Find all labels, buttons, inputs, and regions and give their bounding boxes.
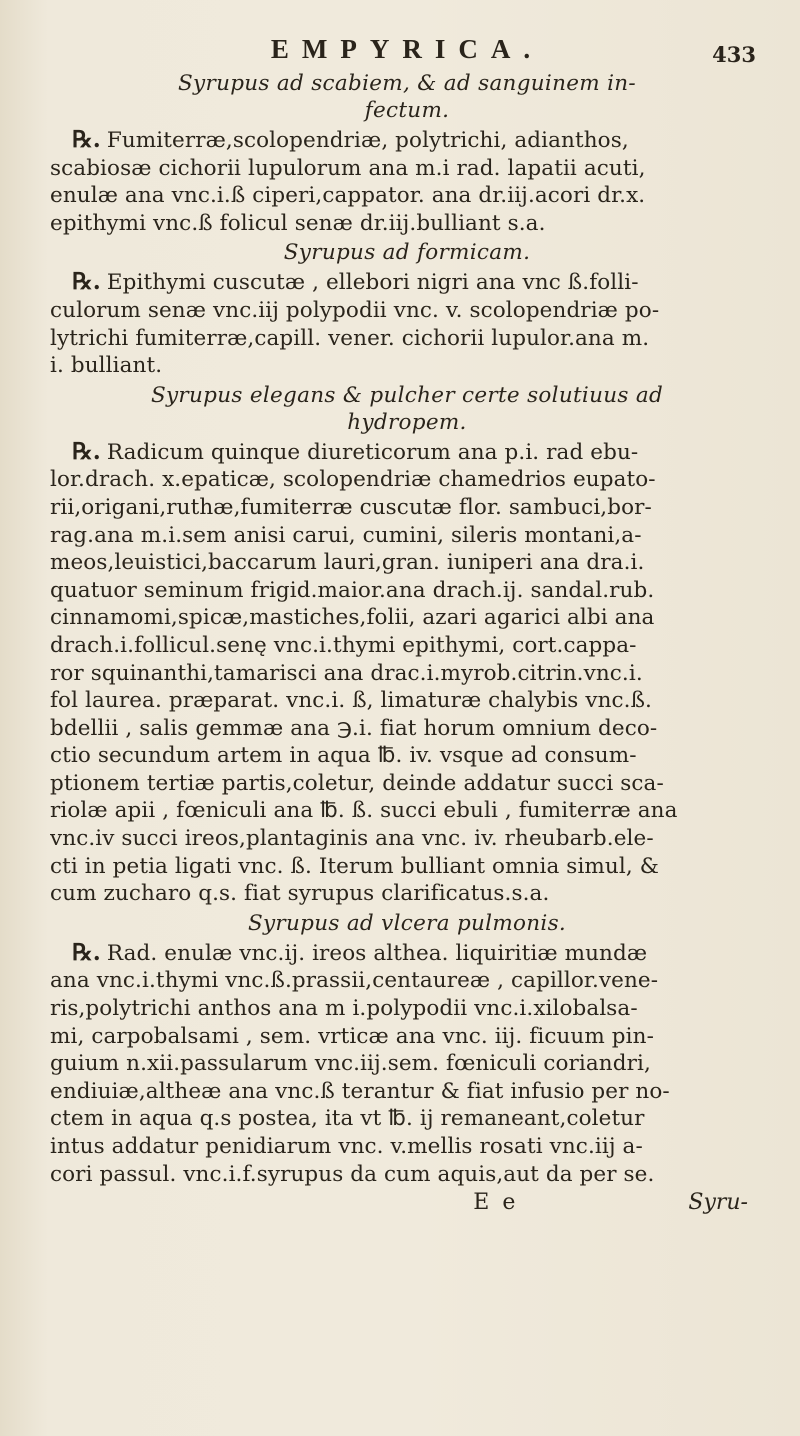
text-line bbox=[50, 1105, 764, 1133]
line-text: cinnamomi,spicæ,mastiches,folii, azari agarici albi ana bbox=[50, 605, 655, 631]
text-line bbox=[50, 853, 764, 881]
text-line bbox=[50, 182, 764, 210]
text-line bbox=[50, 1023, 764, 1051]
text-line bbox=[50, 742, 764, 770]
line-text: epithymi vnc.ß folicul senæ dr.iij.bulliant s.a. bbox=[50, 210, 546, 236]
line-text: cum zucharo q.s. fiat syrupus clarificatus.s.a. bbox=[50, 881, 550, 907]
line-text: ror squinanthi,tamarisci ana drac.i.myrob.citrin.vnc.i. bbox=[50, 660, 643, 686]
text-line bbox=[50, 352, 764, 380]
text-line bbox=[50, 604, 764, 632]
line-text: riolæ apii , fœniculi ana ℔. ß. succi ebuli , fumiterræ ana bbox=[50, 798, 678, 824]
text-line bbox=[50, 1161, 764, 1189]
line-text: guium n.xii.passularum vnc.iij.sem. fœniculi coriandri, bbox=[50, 1051, 651, 1077]
line-text: ris,polytrichi anthos ana m i.polypodii vnc.i.xilobalsa- bbox=[50, 996, 638, 1022]
line-text: fol laurea. præparat. vnc.i. ß, limaturæ chalybis vnc.ß. bbox=[50, 688, 652, 714]
text-line bbox=[50, 494, 764, 522]
text-line bbox=[50, 715, 764, 743]
heading-line: Syrupus ad scabiem, & ad sanguinem in- bbox=[178, 71, 636, 96]
recipe-symbol: ℞. bbox=[72, 268, 101, 296]
page-content bbox=[50, 70, 764, 1188]
text-line bbox=[50, 1050, 764, 1078]
line-text: Rad. enulæ vnc.ij. ireos althea. liquiritiæ mundæ bbox=[106, 940, 648, 966]
line-text: i. bulliant. bbox=[50, 353, 163, 379]
recipe-text bbox=[50, 126, 764, 237]
line-text: ana vnc.i.thymi vnc.ß.prassii,centaureæ , capillor.vene- bbox=[50, 968, 659, 994]
text-line bbox=[50, 466, 764, 494]
text-line bbox=[50, 438, 764, 467]
line-text: Fumiterræ,scolopendriæ, polytrichi, adianthos, bbox=[106, 128, 629, 153]
recipe-heading bbox=[50, 70, 764, 124]
text-line bbox=[50, 155, 764, 183]
text-line bbox=[50, 325, 764, 353]
line-text: bdellii , salis gemmæ ana ℈.i. fiat horum omnium deco- bbox=[50, 715, 658, 741]
text-line bbox=[50, 967, 764, 995]
catchword: Syru- bbox=[688, 1190, 748, 1216]
recipe-heading bbox=[50, 910, 764, 937]
line-text: mi, carpobalsami , sem. vrticæ ana vnc. iij. ficuum pin- bbox=[50, 1023, 654, 1049]
signature-mark: E e bbox=[473, 1190, 519, 1216]
text-line bbox=[50, 632, 764, 660]
line-text: ctio secundum artem in aqua ℔. iv. vsque ad consum- bbox=[50, 743, 637, 769]
line-text: enulæ ana vnc.i.ß ciperi,cappator. ana dr.iij.acori dr.x. bbox=[50, 183, 646, 209]
line-text: intus addatur penidiarum vnc. v.mellis rosati vnc.iij a- bbox=[50, 1134, 643, 1159]
line-text: quatuor seminum frigid.maior.ana drach.ij. sandal.rub. bbox=[50, 577, 655, 603]
line-text: ctem in aqua q.s postea, ita vt ℔. ij remaneant,coletur bbox=[50, 1106, 645, 1132]
text-line bbox=[50, 880, 764, 908]
text-line bbox=[50, 1078, 764, 1106]
recipe-symbol: ℞. bbox=[72, 938, 101, 966]
line-text: drach.i.follicul.senę vnc.i.thymi epithymi, cort.cappa- bbox=[50, 632, 637, 658]
line-text: lytrichi fumiterræ,capill. vener. cichorii lupulor.ana m. bbox=[50, 325, 650, 351]
page-footer bbox=[50, 1190, 764, 1215]
heading-line: Syrupus ad formicam. bbox=[283, 240, 531, 266]
heading-line: Syrupus elegans & pulcher certe solutiuus ad bbox=[150, 382, 664, 408]
text-line bbox=[50, 126, 764, 155]
recipe-text bbox=[50, 438, 764, 908]
text-line bbox=[50, 939, 764, 968]
text-line bbox=[50, 660, 764, 688]
text-line bbox=[50, 825, 764, 853]
line-text: scabiosæ cichorii lupulorum ana m.i rad. lapatii acuti, bbox=[50, 155, 646, 181]
recipe-heading bbox=[50, 239, 764, 266]
text-line bbox=[50, 522, 764, 550]
recipe-text bbox=[50, 268, 764, 379]
recipe-symbol: ℞. bbox=[72, 126, 101, 153]
text-line bbox=[50, 995, 764, 1023]
text-line bbox=[50, 297, 764, 325]
line-text: rag.ana m.i.sem anisi carui, cumini, sileris montani,a- bbox=[50, 522, 642, 548]
recipe-heading bbox=[50, 382, 764, 436]
recipe-text bbox=[50, 939, 764, 1188]
line-text: vnc.iv succi ireos,plantaginis ana vnc. iv. rheubarb.ele- bbox=[50, 826, 654, 852]
text-line bbox=[50, 577, 764, 605]
line-text: rii,origani,ruthæ,fumiterræ cuscutæ flor. sambuci,bor- bbox=[50, 494, 652, 520]
line-text: ptionem tertiæ partis,coletur, deinde addatur succi sca- bbox=[50, 770, 664, 796]
recipe-symbol: ℞. bbox=[72, 437, 101, 465]
heading-line: fectum. bbox=[364, 98, 450, 123]
text-line bbox=[50, 210, 764, 238]
text-line bbox=[50, 797, 764, 825]
heading-line: Syrupus ad vlcera pulmonis. bbox=[247, 910, 567, 936]
text-line bbox=[50, 1133, 764, 1161]
running-title: EMPYRICA. bbox=[270, 34, 544, 64]
text-line bbox=[50, 770, 764, 798]
text-line bbox=[50, 268, 764, 297]
line-text: lor.drach. x.epaticæ, scolopendriæ chamedrios eupato- bbox=[50, 467, 656, 493]
line-text: cori passul. vnc.i.f.syrupus da cum aquis,aut da per se. bbox=[50, 1161, 655, 1187]
text-line bbox=[50, 687, 764, 715]
line-text: endiuiæ,altheæ ana vnc.ß terantur & fiat infusio per no- bbox=[50, 1078, 670, 1104]
line-text: meos,leuistici,baccarum lauri,gran. iuniperi ana dra.i. bbox=[50, 550, 645, 576]
line-text: Radicum quinque diureticorum ana p.i. rad ebu- bbox=[106, 439, 639, 465]
line-text: Epithymi cuscutæ , ellebori nigri ana vnc ß.folli- bbox=[106, 270, 639, 296]
running-head bbox=[50, 34, 764, 70]
heading-line: hydropem. bbox=[347, 409, 467, 435]
line-text: culorum senæ vnc.iij polypodii vnc. v. scolopendriæ po- bbox=[50, 297, 660, 323]
line-text: cti in petia ligati vnc. ß. Iterum bulliant omnia simul, & bbox=[50, 853, 659, 879]
text-line bbox=[50, 549, 764, 577]
page-number: 433 bbox=[712, 42, 756, 67]
